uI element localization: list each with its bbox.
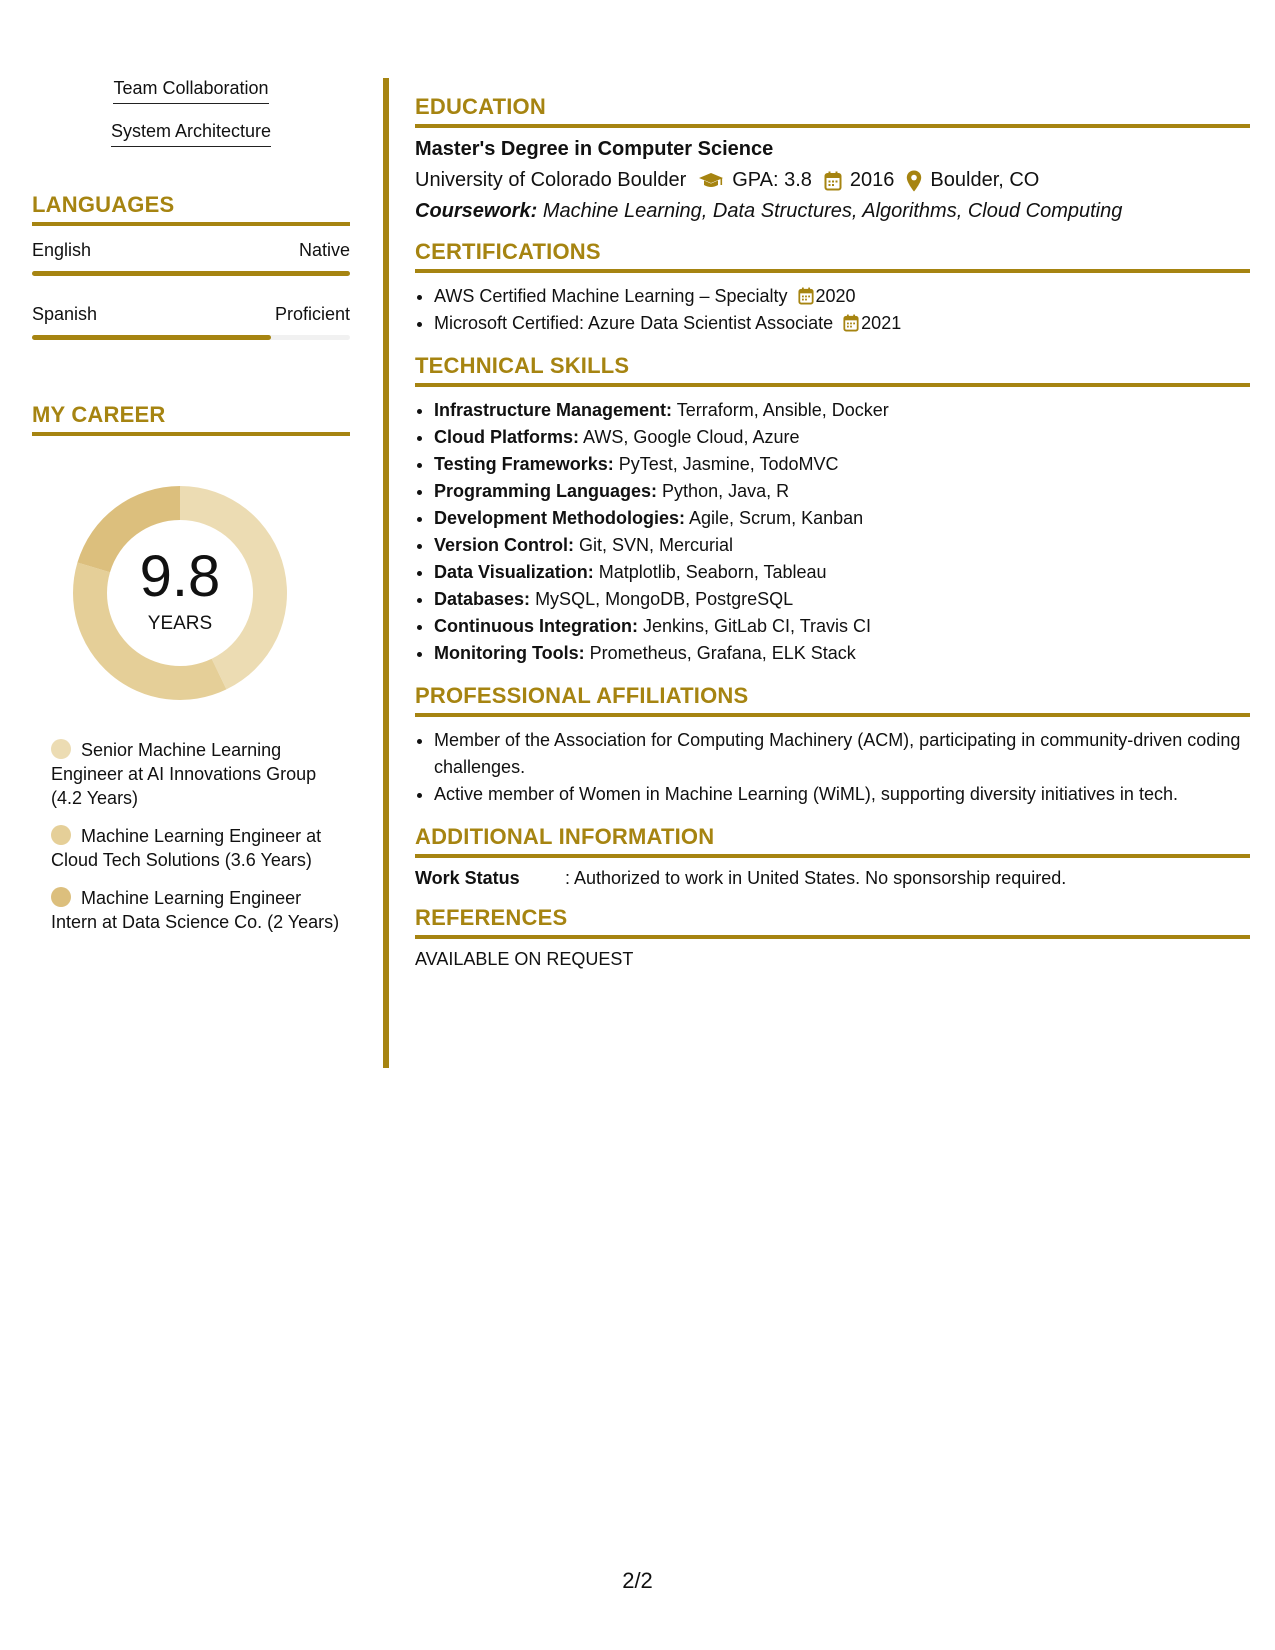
- skill-label: Programming Languages:: [434, 481, 658, 501]
- legend-label: Machine Learning Engineer at Cloud Tech Solutions (3.6 Years): [51, 826, 322, 870]
- certification-year: 2020: [815, 286, 856, 306]
- education-details: [415, 169, 1250, 192]
- language-item: [32, 240, 350, 276]
- legend-item: [51, 886, 341, 934]
- calendar-icon: [824, 171, 842, 191]
- language-item: [32, 304, 350, 340]
- certifications-section: [415, 239, 1250, 337]
- affiliation-item: • Member of the Association for Computing Machinery (ACM), participating in community-driven coding challenges.: [434, 727, 1250, 781]
- career-donut: [65, 478, 295, 708]
- calendar-icon: [843, 314, 859, 332]
- skill-tags: [32, 78, 350, 164]
- education-title: EDUCATION: [415, 94, 1250, 128]
- work-status-value: : Authorized to work in United States. No sponsorship required.: [565, 868, 1067, 888]
- skill-item: [434, 559, 1250, 586]
- skill-value: Prometheus, Grafana, ELK Stack: [589, 643, 856, 663]
- skill-value: AWS, Google Cloud, Azure: [583, 427, 800, 447]
- right-column: [415, 94, 1250, 986]
- legend-dot: [51, 825, 71, 845]
- affiliations-title: PROFESSIONAL AFFILIATIONS: [415, 683, 1250, 717]
- certifications-title: CERTIFICATIONS: [415, 239, 1250, 273]
- career-title: MY CAREER: [32, 402, 350, 436]
- column-divider: [383, 78, 389, 1068]
- skill-label: Version Control:: [434, 535, 575, 555]
- skill-label: Development Methodologies:: [434, 508, 686, 528]
- skill-value: Jenkins, GitLab CI, Travis CI: [642, 616, 872, 636]
- additional-info-section: [415, 824, 1250, 889]
- legend-item: [51, 824, 341, 872]
- skill-item: [434, 640, 1250, 667]
- left-column: [32, 78, 350, 948]
- skill-item: [434, 505, 1250, 532]
- career-total-value: 9.8: [139, 544, 221, 609]
- skill-label: Cloud Platforms:: [434, 427, 580, 447]
- legend-dot: [51, 739, 71, 759]
- language-bar-track: [32, 271, 350, 276]
- language-bar-fill: [32, 271, 350, 276]
- skill-item: [434, 478, 1250, 505]
- technical-skills-section: [415, 353, 1250, 667]
- skill-item: [434, 424, 1250, 451]
- school-name: University of Colorado Boulder: [415, 169, 687, 191]
- affiliations-list: [415, 727, 1250, 808]
- legend-label: Senior Machine Learning Engineer at AI Innovations Group (4.2 Years): [51, 740, 317, 808]
- skill-value: Git, SVN, Mercurial: [579, 535, 734, 555]
- skill-label: Monitoring Tools:: [434, 643, 585, 663]
- legend-dot: [51, 887, 71, 907]
- language-level: Proficient: [274, 304, 350, 324]
- skill-tag: Team Collaboration: [113, 78, 268, 104]
- location-pin-icon: [906, 170, 922, 192]
- certifications-list: [415, 283, 1250, 337]
- school-location: Boulder, CO: [930, 169, 1040, 191]
- coursework: [415, 200, 1250, 223]
- language-bar-fill: [32, 335, 271, 340]
- references-title: REFERENCES: [415, 905, 1250, 939]
- certification-year: 2021: [861, 313, 902, 333]
- skill-label: Databases:: [434, 589, 531, 609]
- education-section: [415, 94, 1250, 223]
- skill-value: Python, Java, R: [662, 481, 790, 501]
- skill-value: Agile, Scrum, Kanban: [689, 508, 864, 528]
- skill-label: Infrastructure Management:: [434, 400, 673, 420]
- legend-label: Machine Learning Engineer Intern at Data Science Co. (2 Years): [51, 888, 340, 932]
- skill-item: [434, 532, 1250, 559]
- legend-item: [51, 738, 341, 810]
- additional-info-title: ADDITIONAL INFORMATION: [415, 824, 1250, 858]
- skill-item: [434, 397, 1250, 424]
- graduation-cap-icon: [698, 172, 724, 190]
- affiliation-item: • Active member of Women in Machine Learning (WiML), supporting diversity initiatives in tech.: [434, 781, 1250, 808]
- coursework-label: Coursework:: [415, 200, 538, 222]
- references-section: [415, 905, 1250, 970]
- skill-value: PyTest, Jasmine, TodoMVC: [618, 454, 839, 474]
- work-status-row: [415, 868, 1250, 889]
- references-text: AVAILABLE ON REQUEST: [415, 949, 634, 969]
- career-total-unit: YEARS: [147, 613, 213, 634]
- certification-item: [434, 310, 1250, 337]
- languages-title: LANGUAGES: [32, 192, 350, 226]
- skill-value: MySQL, MongoDB, PostgreSQL: [535, 589, 794, 609]
- skill-item: [434, 586, 1250, 613]
- degree-title: Master's Degree in Computer Science: [415, 138, 774, 160]
- skill-value: Matplotlib, Seaborn, Tableau: [598, 562, 827, 582]
- languages-list: [32, 240, 350, 340]
- language-name: English: [32, 240, 92, 260]
- skill-item: [434, 613, 1250, 640]
- graduation-year: 2016: [849, 169, 895, 191]
- career-legend: [51, 738, 341, 934]
- skill-value: Terraform, Ansible, Docker: [676, 400, 889, 420]
- certification-item: [434, 283, 1250, 310]
- skill-label: Testing Frameworks:: [434, 454, 614, 474]
- affiliations-section: [415, 683, 1250, 808]
- technical-skills-list: [415, 397, 1250, 667]
- skill-tag: System Architecture: [111, 121, 271, 147]
- work-status-label: Work Status: [415, 868, 520, 888]
- gpa: GPA: 3.8: [732, 169, 812, 191]
- skill-item: [434, 451, 1250, 478]
- language-name: Spanish: [32, 304, 98, 324]
- coursework-list: Machine Learning, Data Structures, Algorithms, Cloud Computing: [542, 200, 1123, 222]
- technical-skills-title: TECHNICAL SKILLS: [415, 353, 1250, 387]
- skill-label: Data Visualization:: [434, 562, 594, 582]
- language-bar-track: [32, 335, 350, 340]
- language-level: Native: [298, 240, 350, 260]
- certification-name: Microsoft Certified: Azure Data Scientist Associate: [434, 313, 834, 333]
- skill-label: Continuous Integration:: [434, 616, 638, 636]
- calendar-icon: [798, 287, 814, 305]
- certification-name: AWS Certified Machine Learning – Specialty: [434, 286, 788, 306]
- page-number: 2/2: [622, 1568, 653, 1593]
